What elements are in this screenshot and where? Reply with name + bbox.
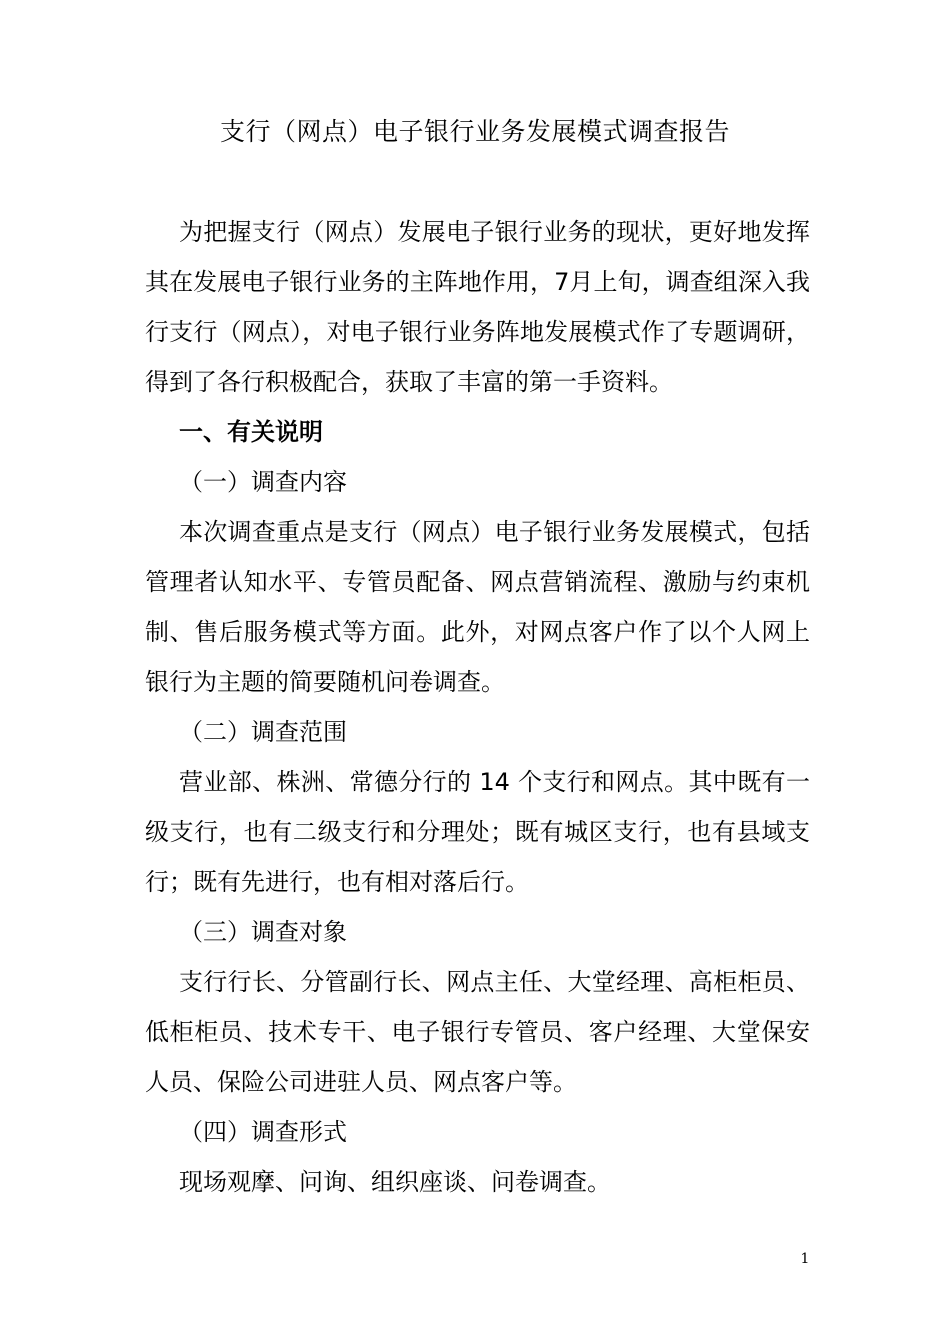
subheading-survey-form: （四）调查形式 [179,1118,347,1146]
subheading-survey-scope: （二）调查范围 [179,718,347,746]
section-heading-1: 一、有关说明 [179,418,323,446]
subheading-survey-content: （一）调查内容 [179,468,347,496]
paragraph-survey-form: 现场观摩、问询、组织座谈、问卷调查。 [179,1168,611,1196]
subheading-survey-subjects: （三）调查对象 [179,918,347,946]
paragraph-survey-subjects: 支行行长、分管副行长、网点主任、大堂经理、高柜柜员、低柜柜员、技术专干、电子银行专管员、客户经理、大堂保安人员、保险公司进驻人员、网点客户等。 [145,968,810,1096]
document-title: 支行（网点）电子银行业务发展模式调查报告 [219,117,730,146]
page-number: 1 [800,1251,810,1267]
paragraph-survey-content: 本次调查重点是支行（网点）电子银行业务发展模式，包括管理者认知水平、专管员配备、网点营销流程、激励与约束机制、售后服务模式等方面。此外，对网点客户作了以个人网上银行为主题的简要随机问卷调查。 [145,518,810,696]
intro-paragraph: 为把握支行（网点）发展电子银行业务的现状，更好地发挥其在发展电子银行业务的主阵地作用，7月上旬，调查组深入我行支行（网点），对电子银行业务阵地发展模式作了专题调研，得到了各行积极配合，获取了丰富的第一手资料。 [145,218,810,396]
document-body [145,207,810,1207]
paragraph-survey-scope: 营业部、株洲、常德分行的 14 个支行和网点。其中既有一级支行，也有二级支行和分理处；既有城区支行，也有县域支行；既有先进行，也有相对落后行。 [145,768,810,896]
